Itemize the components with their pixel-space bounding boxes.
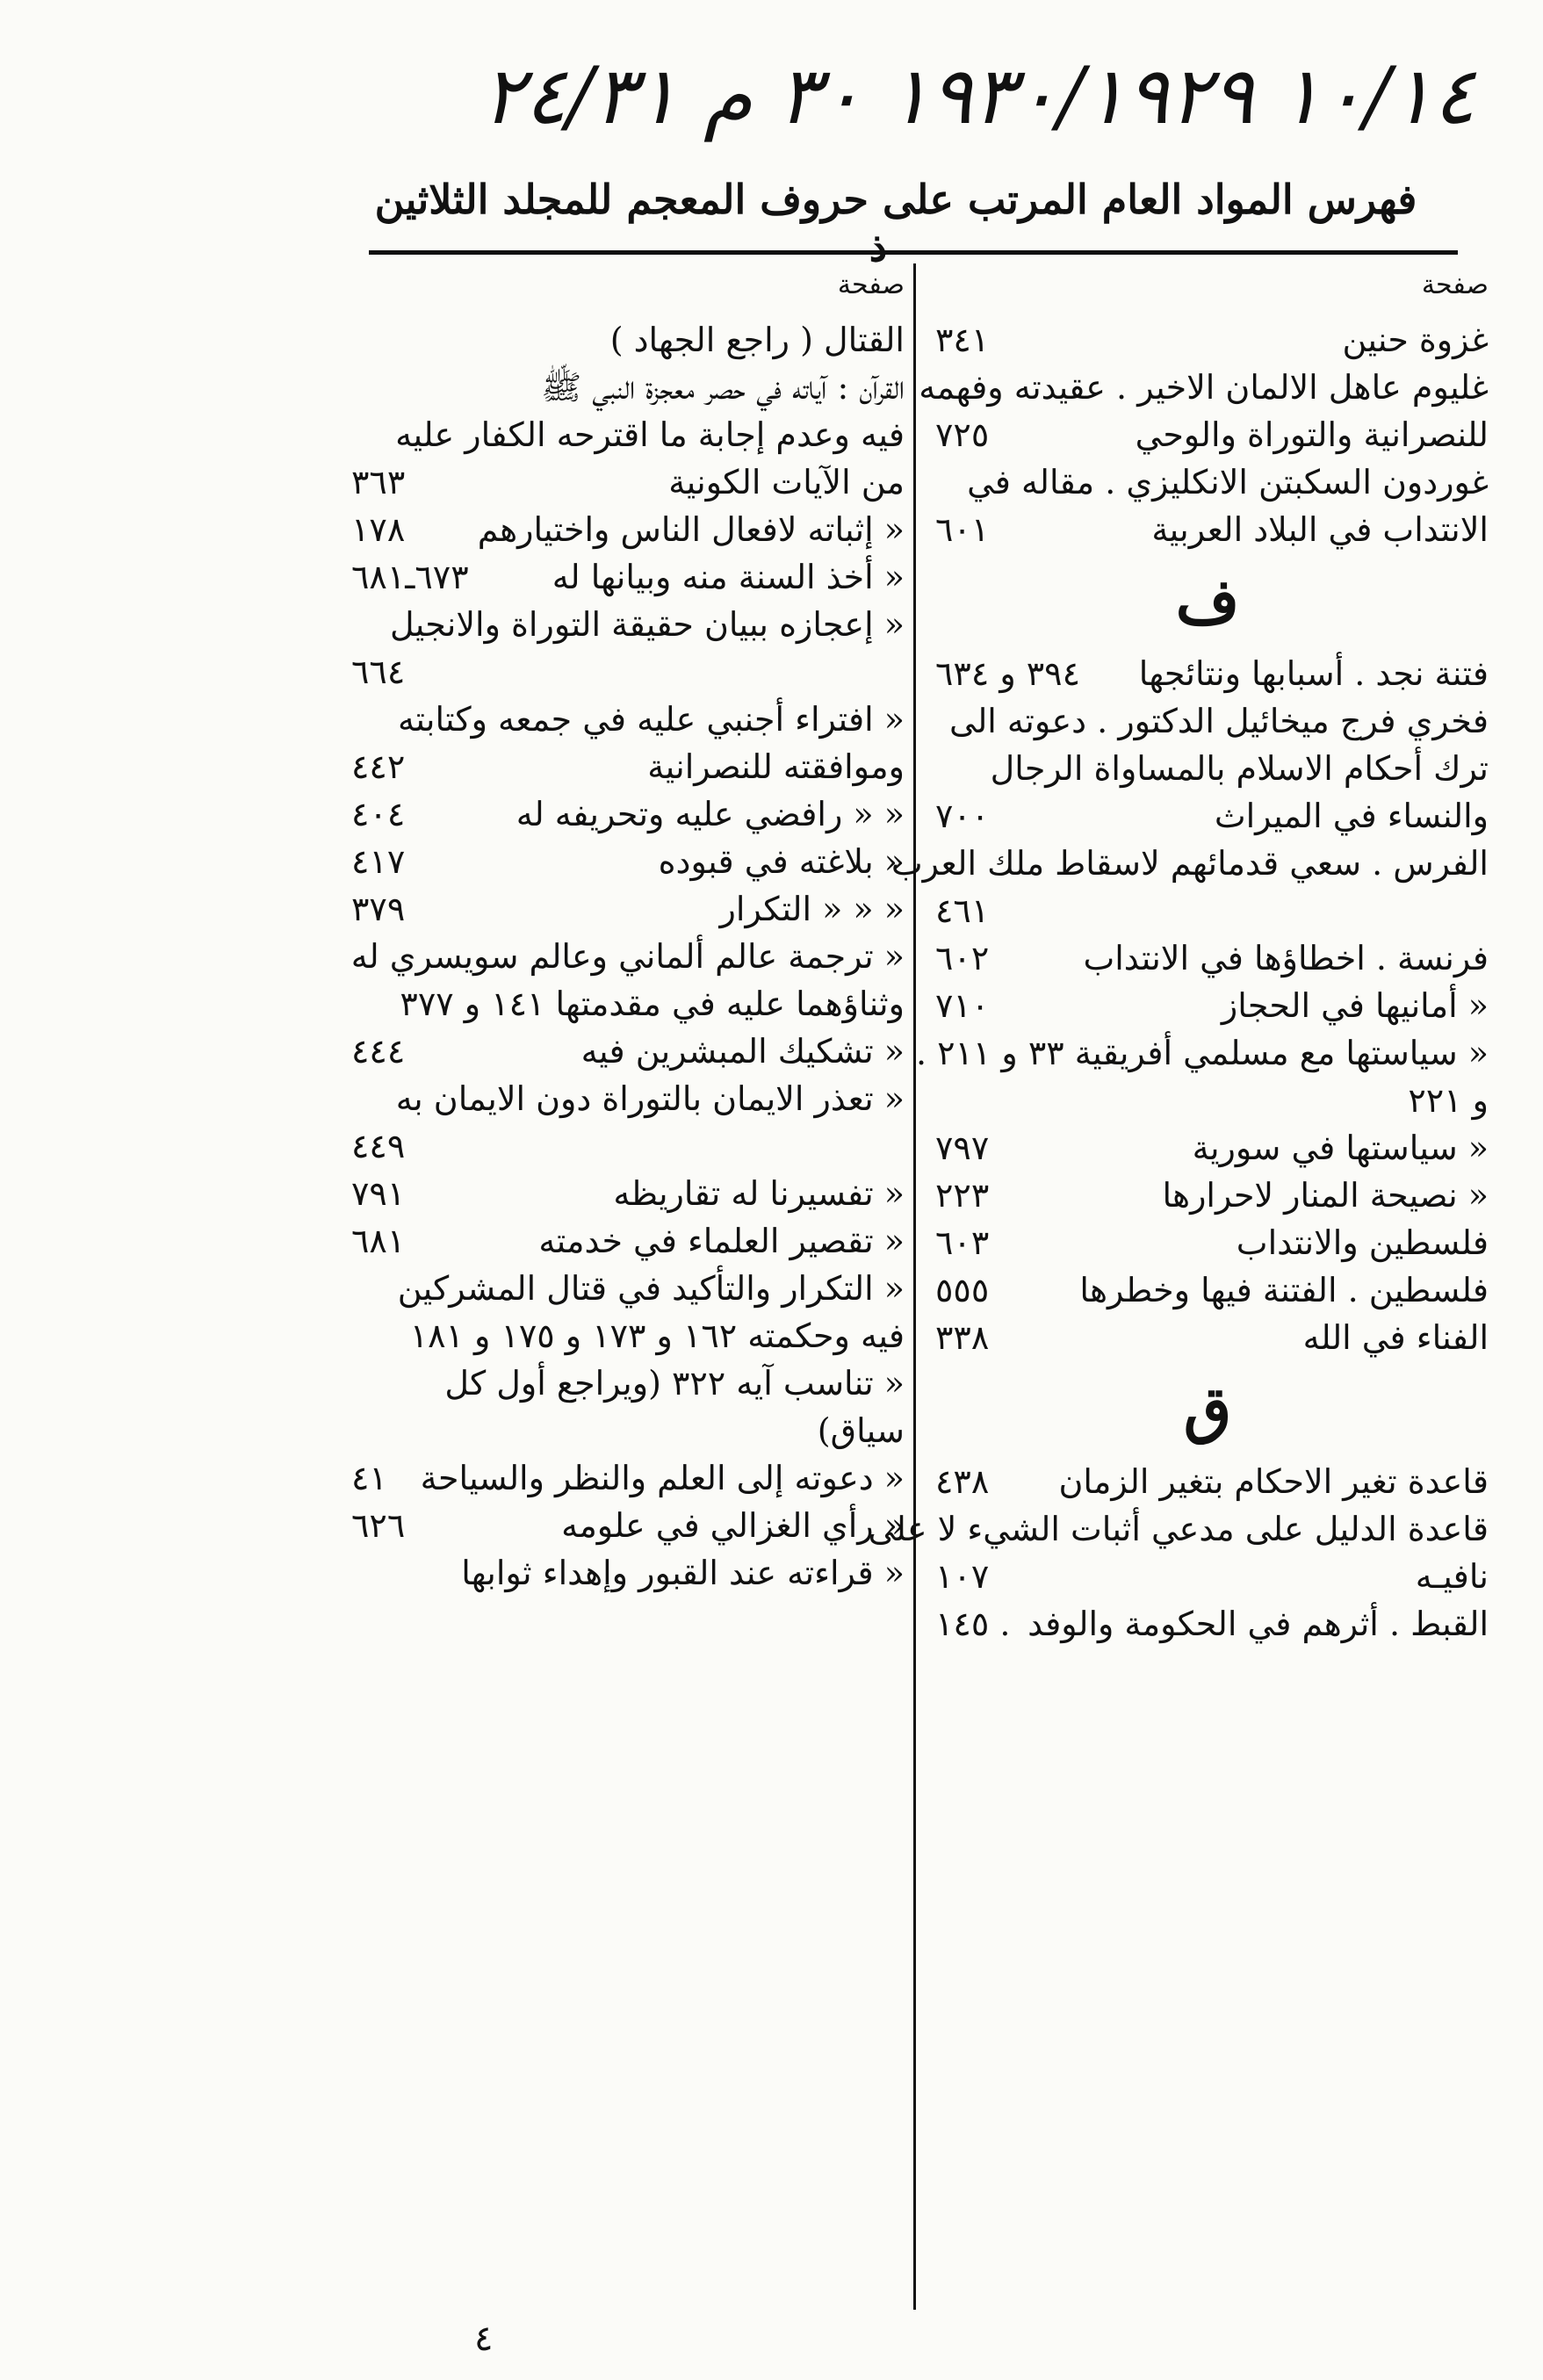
index-entry: « نصيحة المنار لاحرارها ٢٢٣: [935, 1176, 1489, 1215]
left-column-heading: صفحة: [837, 270, 905, 300]
index-entry: القرآن : آياته في حصر معجزة النبي ﷺ: [541, 368, 905, 407]
index-entry: قاعدة تغير الاحكام بتغير الزمان ٤٣٨: [935, 1462, 1489, 1501]
index-entry: من الآيات الكونية ٣٦٣: [351, 463, 905, 501]
index-entry: « تشكيك المبشرين فيه ٤٤٤: [351, 1032, 905, 1071]
index-entry: فتنة نجد . أسبابها ونتائجها ٣٩٤ و ٦٣٤: [935, 654, 1489, 693]
index-entry: « أمانيها في الحجاز ٧١٠: [935, 986, 1489, 1025]
handwritten-scribble: [35, 26, 1484, 167]
right-column: [868, 263, 1489, 2310]
index-entry: غوردون السكبتن الانكليزي . مقاله في: [967, 463, 1489, 501]
index-entry: القبط . أثرهم في الحكومة والوفد ١٤٥ .: [935, 1605, 1489, 1643]
right-column-heading: صفحة: [1421, 270, 1489, 300]
index-entry: « أخذ السنة منه وبيانها له ٦٧٣ـ٦٨١: [351, 558, 905, 596]
page-number: ٤: [474, 2319, 494, 2359]
index-entry: قاعدة الدليل على مدعي أثبات الشيء لا على: [868, 1510, 1489, 1548]
index-entry: « ترجمة عالم ألماني وعالم سويسري له: [350, 937, 905, 976]
index-entry: « إعجازه ببيان حقيقة التوراة والانجيل: [390, 605, 905, 644]
index-entry: فلسطين والانتداب ٦٠٣: [935, 1223, 1489, 1262]
index-entry: « التكرار والتأكيد في قتال المشركين: [397, 1269, 905, 1308]
index-entry: الفناء في الله ٣٣٨: [935, 1318, 1489, 1357]
index-entry: فخري فرج ميخائيل الدكتور . دعوته الى: [949, 702, 1489, 740]
index-entry: « « رافضي عليه وتحريفه له ٤٠٤: [351, 795, 905, 833]
index-entry: « « « التكرار ٣٧٩: [351, 890, 905, 928]
index-entry: والنساء في الميراث ٧٠٠: [935, 797, 1489, 835]
index-entry: « رأي الغزالي في علومه ٦٢٦: [351, 1506, 905, 1545]
left-column: [342, 263, 905, 2310]
index-entry: وموافقته للنصرانية ٤٤٢: [351, 747, 905, 786]
index-entry: « تناسب آيه ٣٢٢ (ويراجع أول كل: [444, 1364, 905, 1403]
index-entry: ٤٦١: [935, 891, 990, 930]
index-entry: القتال ( راجع الجهاد ): [609, 321, 905, 359]
index-entry: « تعذر الايمان بالتوراة دون الايمان به: [395, 1079, 905, 1118]
index-entry: نافيـه ١٠٧: [935, 1557, 1489, 1596]
index-entry: ترك أحكام الاسلام بالمساواة الرجال: [990, 749, 1489, 788]
header-rule: [369, 250, 1458, 255]
index-entry: « إثباته لافعال الناس واختيارهم ١٧٨: [351, 510, 905, 549]
index-entry: فلسطين . الفتنة فيها وخطرها ٥٥٥: [935, 1271, 1489, 1309]
index-entry: وثناؤهما عليه في مقدمتها ١٤١ و ٣٧٧: [400, 984, 905, 1023]
index-entry: ٤٤٩: [351, 1127, 406, 1165]
index-entry: فيه وحكمته ١٦٢ و ١٧٣ و ١٧٥ و ١٨١: [409, 1316, 905, 1355]
index-entry: ٦٦٤: [351, 653, 406, 691]
index-entry: الفرس . سعي قدمائهم لاسقاط ملك العرب: [890, 844, 1489, 883]
index-entry: غزوة حنين ٣٤١: [935, 321, 1489, 359]
column-divider: [913, 263, 916, 2310]
section-letter-qaf: ق: [1183, 1373, 1232, 1446]
index-entry: « سياستها مع مسلمي أفريقية ٣٣ و ٢١١ .: [915, 1034, 1489, 1072]
header-sign: ذ: [869, 223, 888, 270]
header-title: فهرس المواد العام المرتب على حروف المعجم للمجلد الثلاثين: [374, 176, 1417, 223]
index-entry: « قراءته عند القبور وإهداء ثوابها: [461, 1554, 905, 1592]
index-entry: « افتراء أجنبي عليه في جمعه وكتابته: [398, 700, 905, 739]
index-entry: « سياستها في سورية ٧٩٧: [935, 1129, 1489, 1167]
handwritten-text: ١٠/١٤ ١٩٣٠/١٩٢٩ ٣٠ م ٢٤/٣١: [481, 50, 1475, 142]
index-entry: و ٢٢١: [1408, 1081, 1489, 1120]
index-entry: « تفسيرنا له تقاريظه ٧٩١: [351, 1174, 905, 1213]
section-letter-fa: ف: [1175, 565, 1240, 638]
index-entry: « بلاغته في قبوده ٤١٧: [351, 842, 905, 881]
index-entry: « تقصير العلماء في خدمته ٦٨١: [351, 1222, 905, 1260]
page-header: [351, 176, 1440, 270]
index-entry: « دعوته إلى العلم والنظر والسياحة ٤١: [351, 1459, 905, 1497]
index-entry: الانتداب في البلاد العربية ٦٠١: [935, 510, 1489, 549]
index-entry: فيه وعدم إجابة ما اقترحه الكفار عليه: [395, 415, 905, 454]
index-entry: فرنسة . اخطاؤها في الانتداب ٦٠٢: [935, 939, 1489, 977]
index-entry: غليوم عاهل الالمان الاخير . عقيدته وفهمه: [919, 368, 1489, 407]
index-entry: سياق): [817, 1411, 905, 1450]
index-entry: للنصرانية والتوراة والوحي ٧٢٥: [935, 415, 1489, 454]
handwritten-annotation: [35, 26, 1484, 167]
